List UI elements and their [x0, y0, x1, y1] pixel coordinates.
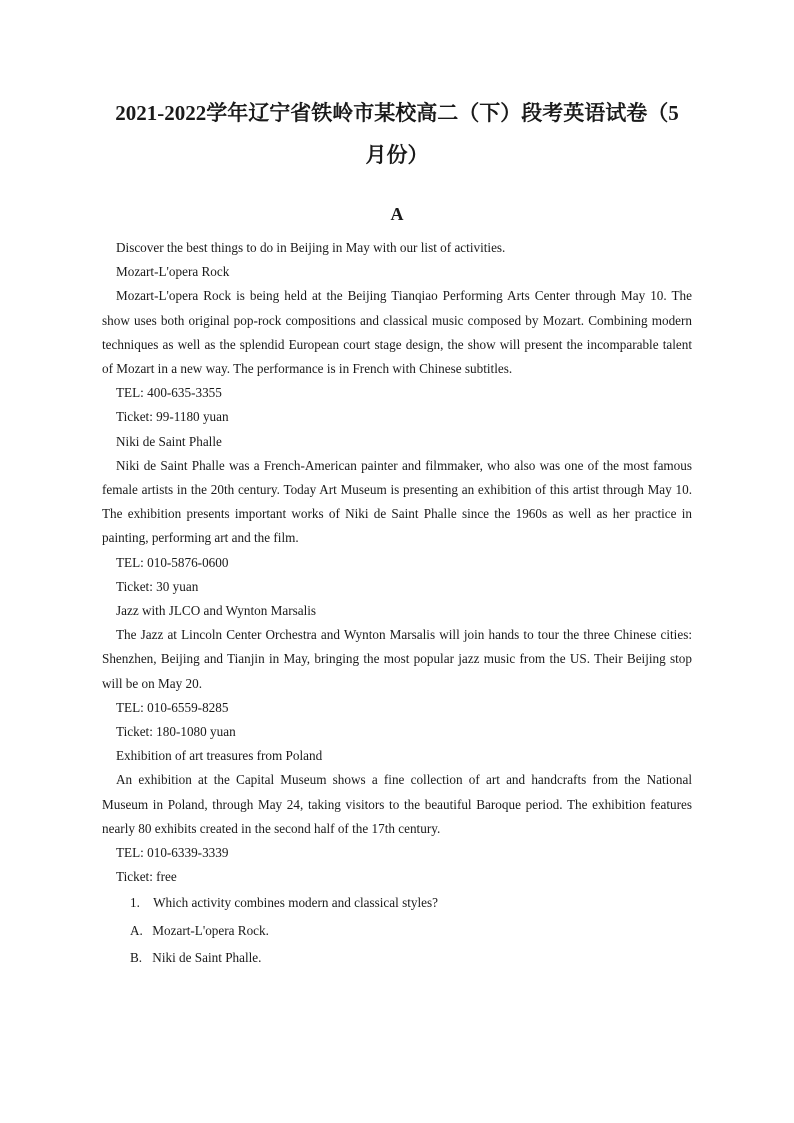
title-line-2: 月份） [365, 143, 429, 167]
title-line-1: 2021-2022学年辽宁省铁岭市某校高二（下）段考英语试卷（5 [115, 101, 679, 125]
event-description: Niki de Saint Phalle was a French-American painter and filmmaker, who also was one of the most famous female artists in the 20th century. Today Art Museum is presenting an exhibition of this artist through May 10. The exhibition presents important works of Niki de Saint Phalle since the 1960s as well as her practice in painting, performing art and the film. [102, 457, 692, 546]
event-tel: TEL: 010-6339-3339 [116, 845, 229, 861]
event-name: Mozart-L'opera Rock [116, 264, 230, 280]
option-b [102, 944, 692, 972]
section-heading: A [390, 204, 404, 224]
event-ticket: Ticket: 30 yuan [116, 578, 199, 594]
event-ticket: Ticket: 99-1180 yuan [116, 409, 229, 425]
option-text: Mozart-L'opera Rock. [152, 922, 269, 938]
event-tel: TEL: 010-5876-0600 [116, 554, 229, 570]
event-ticket: Ticket: free [116, 869, 177, 885]
event-description: The Jazz at Lincoln Center Orchestra and Wynton Marsalis will join hands to tour the three Chinese cities: Shenzhen, Beijing and Tianjin in May, bringing the most popular jazz music from the US. Their Beijing stop will be on May 20. [102, 627, 692, 691]
event-tel: TEL: 400-635-3355 [116, 385, 222, 401]
event-tel: TEL: 010-6559-8285 [116, 699, 229, 715]
event-ticket: Ticket: 180-1080 yuan [116, 724, 236, 740]
event-name: Niki de Saint Phalle [116, 433, 222, 449]
question-1 [102, 889, 692, 917]
option-text: Niki de Saint Phalle. [152, 950, 262, 966]
option-label: B. [130, 950, 143, 966]
reading-passage [102, 236, 692, 972]
event-name: Jazz with JLCO and Wynton Marsalis [116, 603, 317, 619]
question-text: Which activity combines modern and classical styles? [153, 895, 438, 911]
question-number: 1. [130, 895, 140, 911]
event-description: Mozart-L'opera Rock is being held at the Beijing Tianqiao Performing Arts Center through May 10. The show uses both original pop-rock compositions and classical music composed by Mozart. Combining modern techniques as well as the splendid European court stage design, the show will present the incomparable talent of Mozart in a new way. The performance is in French with Chinese subtitles. [102, 288, 692, 377]
exam-title [60, 92, 734, 176]
passage-intro: Discover the best things to do in Beijing in May with our list of activities. [116, 240, 506, 255]
event-name: Exhibition of art treasures from Poland [116, 748, 323, 764]
option-a [102, 917, 692, 945]
option-label: A. [130, 922, 143, 938]
event-description: An exhibition at the Capital Museum shows a fine collection of art and handcrafts from the National Museum in Poland, through May 24, taking visitors to the beautiful Baroque period. The exhibition features nearly 80 exhibits created in the second half of the 17th century. [102, 772, 692, 836]
